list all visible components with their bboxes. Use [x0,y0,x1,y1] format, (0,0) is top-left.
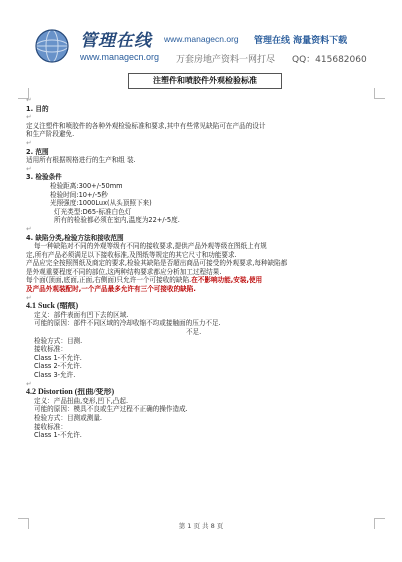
paragraph-mark: ↵ [26,293,32,302]
page-footer: 第 1 页 共 8 页 [178,522,224,530]
site-url-top[interactable]: www.managecn.org [164,34,239,44]
section-4-text: 是外观重要程度不同的部位,这两种结构要求都应分析加工过程结果. [26,267,222,276]
section-2-heading: 2. 范围 [26,147,49,156]
inspection-condition: 检验时间:10+/-5秒 [50,190,108,199]
paragraph-mark: ↵ [26,96,32,104]
subsection-4-1-extra: Class 1-不允许. [34,353,82,362]
subsection-4-2-line: 接收标准： [34,422,67,431]
subsection-4-2-heading: 4.2 Distortion (扭曲/变形) [26,388,115,397]
paragraph-mark: ↵ [26,164,32,173]
section-4-text: 每一种缺陷对不同的外观等级有不同的接收要求,提供产品外观等级在图纸上有规 [34,242,267,251]
subsection-4-2-line: Class 1-不允许. [34,431,82,440]
subsection-4-2-line: 可能的原因：模具不良或生产过程不正确的操作造成. [34,405,188,414]
subsection-4-1-extra: Class 2-不允许. [34,362,82,371]
section-4-heading: 4. 缺陷分类,检验方法和接收范围 [26,233,124,242]
section-4-text: 定,所有产品必须满足以下接收标准,及图纸等规定的其它尺寸和功能要求. [26,250,237,259]
subsection-4-1-line: 可能的原因：部件不同区域的冷却收缩不均或接触面的压力不足. [34,319,221,328]
site-url-bottom[interactable]: www.managecn.org [80,52,160,62]
section-1-text: 定义注塑件和喷胶件的各种外观检验标准和要求,其中有些常见缺陷可在产品的设计 [26,121,266,130]
paragraph-mark: ↵ [26,113,32,122]
site-tagline: 万套房地产资料一网打尽 [176,55,276,65]
subsection-4-1-extra: Class 3-允许. [34,371,76,379]
section-1-text-cont: 和生产阶段避免. [26,130,75,139]
inspection-condition: 所有的检验都必须在室内,温度为22+/-5度. [54,216,180,225]
section-4-note-b: 在不影响功能,安装,使用 [191,276,263,285]
site-qq-contact: QQ：415682060 [292,55,367,65]
section-2-text: 适用所有根据规格进行的生产和组 装. [26,156,136,165]
subsection-4-2-line: 定义：产品扭曲,变形,凹下,凸起. [34,396,129,405]
section-4-note-c: 及产品外观装配时,一个产品最多允许有三个可接收的缺陷. [26,285,196,294]
subsection-4-1-line: 定义：部件表面有凹下去的区域. [34,310,129,319]
inspection-condition: 灯光类型:D65-标准白色灯 [54,207,132,216]
section-3-heading: 3. 检验条件 [26,173,62,182]
section-4-note [26,276,376,285]
subsection-4-1-line: 不足. [186,328,202,337]
subsection-4-1-heading: 4.1 Suck (缩痕) [26,302,79,311]
inspection-condition: 光照强度:1000Lux(从头顶照下来) [50,199,152,208]
subsection-4-1-extra: 检验方式：目测. [34,336,83,345]
section-1-heading: 1. 目的 [26,104,49,113]
site-banner [24,26,380,68]
subsection-4-2-line: 检验方式：目测或测量. [34,413,103,422]
paragraph-mark: ↵ [26,379,32,388]
subsection-4-1-extra: 接收标准： [34,345,67,354]
site-title: 管理在线 [80,31,152,51]
document-body [26,96,376,440]
inspection-condition: 检验距离:300+/-50mm [50,181,123,190]
paragraph-mark: ↵ [26,138,32,147]
site-slogan: 管理在线 海量资料下载 [254,36,348,46]
globe-logo-icon [28,26,76,66]
section-4-note-a: 每个面(顶面,底面,正面,右侧面)只允许一个可接收的缺陷. [26,276,192,285]
paragraph-mark: ↵ [26,224,32,233]
section-4-text: 产品应完全按照图纸及商定的要求,检验其缺陷是否超出商品可接受的外观要求,每种缺陷都 [26,259,288,268]
document-title: 注塑件和喷胶件外观检验标准 [128,73,282,89]
